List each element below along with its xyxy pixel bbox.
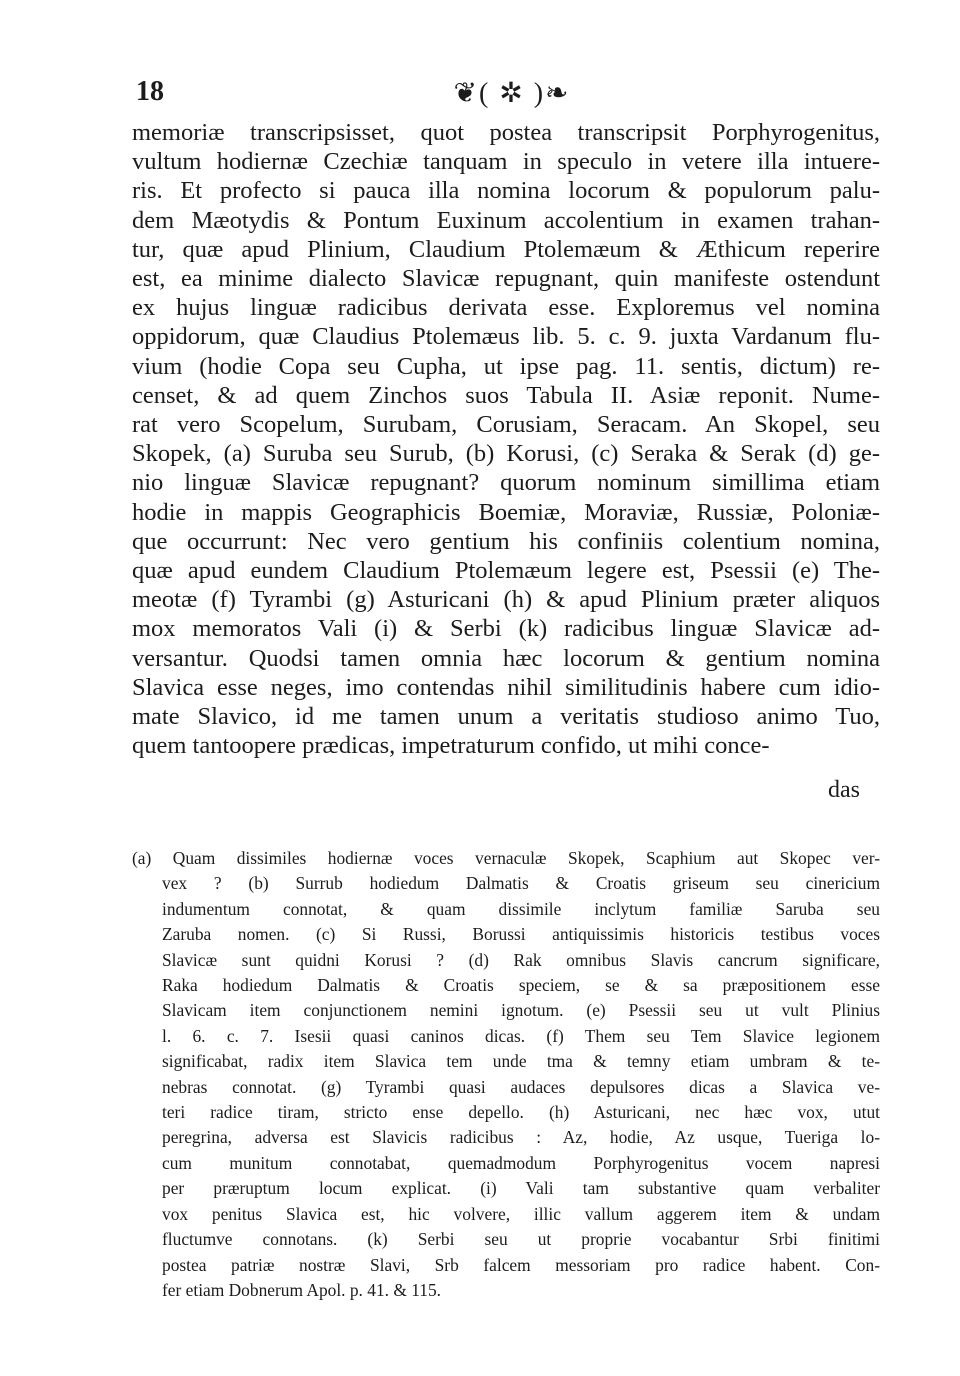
text-line: meotæ (f) Tyrambi (g) Asturicani (h) & apud Plinium præter aliquos [132,586,880,614]
footnote-line: (a) Quam dissimiles hodiernæ voces vernaculæ Skopek, Scaphium aut Skopec ver- [132,848,880,868]
text-line: vium (hodie Copa seu Cupha, ut ipse pag. 11. sentis, dictum) re- [132,352,880,380]
text-line: que occurrunt: Nec vero gentium his confiniis colentium nomina, [132,527,880,555]
footnote-line: fer etiam Dobnerum Apol. p. 41. & 115. [162,1279,442,1300]
footnote-line: teri radice tiram, stricto ense depello. (h) Asturicani, nec hæc vox, utut [162,1102,880,1123]
footnote-line: per præruptum locum explicat. (i) Vali tam substantive quam verbaliter [162,1178,880,1199]
footnote-line: fluctumve connotans. (k) Serbi seu ut proprie vocabantur Srbi finitimi [162,1229,880,1250]
footnote-line: Zaruba nomen. (c) Si Russi, Borussi antiquissimis historicis testibus voces [162,924,880,945]
text-line: rat vero Scopelum, Surubam, Corusiam, Seracam. An Skopel, seu [132,411,880,439]
footnote-line: Raka hodiedum Dalmatis & Croatis speciem, se & sa præpositionem esse [162,975,880,996]
footnote-line: Slavicæ sunt quidni Korusi ? (d) Rak omnibus Slavis cancrum significare, [162,949,880,970]
catchword: das [828,777,860,803]
text-line: dem Mæotydis & Pontum Euxinum accolentium in examen trahan- [132,206,880,234]
text-line: Skopek, (a) Suruba seu Surub, (b) Korusi, (c) Seraka & Serak (d) ge- [132,440,880,468]
footnote-line: Slavicam item conjunctionem nemini ignotum. (e) Psessii seu ut vult Plinius [162,1000,880,1021]
text-line: quæ apud eundem Claudium Ptolemæum legere est, Psessii (e) The- [132,557,880,585]
footnote-line: significabat, radix item Slavica tem unde tma & temny etiam umbram & te- [162,1051,880,1072]
text-line: est, ea minime dialecto Slavicæ repugnant, quin manifeste ostendunt [132,265,880,293]
text-line: censet, & ad quem Zinchos suos Tabula II. Asiæ reponit. Nume- [132,381,880,409]
main-text-block [132,118,880,760]
text-line: tur, quæ apud Plinium, Claudium Ptolemæum & Æthicum reperire [132,235,880,263]
text-line: quem tantoopere prædicas, impetraturum confido, ut mihi conce- [132,732,770,760]
footnote-line: indumentum connotat, & quam dissimile inclytum familiæ Saruba seu [162,898,880,919]
text-line: oppidorum, quæ Claudius Ptolemæus lib. 5. c. 9. juxta Vardanum flu- [132,323,880,351]
footnote-line: nebras connotat. (g) Tyrambi quasi audaces depulsores dicas a Slavica ve- [162,1076,880,1097]
footnote-line: postea patriæ nostræ Slavi, Srb falcem messoriam pro radice habent. Con- [162,1254,880,1275]
footnote-line: vex ? (b) Surrub hodiedum Dalmatis & Croatis griseum seu cinericium [162,873,880,894]
footnotes-block [132,846,880,1303]
text-line: ris. Et profecto si pauca illa nomina locorum & populorum palu- [132,177,880,205]
text-line: versantur. Quodsi tamen omnia hæc locorum & gentium nomina [132,644,880,672]
footnote-line: cum munitum connotabat, quemadmodum Porphyrogenitus vocem napresi [162,1152,880,1173]
page-number: 18 [136,76,164,107]
footnote-line: vox penitus Slavica est, hic volvere, illic vallum aggerem item & undam [162,1203,880,1224]
footnote-line: peregrina, adversa est Slavicis radicibus : Az, hodie, Az usque, Tueriga lo- [162,1127,880,1148]
text-line: memoriæ transcripsisset, quot postea transcripsit Porphyrogenitus, [132,119,880,146]
running-head [132,76,880,116]
text-line: mox memoratos Vali (i) & Serbi (k) radicibus linguæ Slavicæ ad- [132,615,880,643]
text-line: vultum hodiernæ Czechiæ tanquam in speculo in vetere illa intuere- [132,148,880,176]
footnote-line: l. 6. c. 7. Isesii quasi caninos dicas. (f) Them seu Tem Slavice legionem [162,1025,880,1046]
text-line: ex hujus linguæ radicibus derivata esse. Exploremus vel nomina [132,294,880,322]
text-line: hodie in mappis Geographicis Boemiæ, Moraviæ, Russiæ, Poloniæ- [132,498,880,526]
text-line: Slavica esse neges, imo contendas nihil similitudinis habere cum idio- [132,673,880,701]
text-line: nio linguæ Slavicæ repugnant? quorum nominum simillima etiam [132,469,880,497]
text-line: mate Slavico, id me tamen unum a veritatis studioso animo Tuo, [132,703,880,731]
header-ornament: ❦( ✲ )❧ [453,78,571,109]
